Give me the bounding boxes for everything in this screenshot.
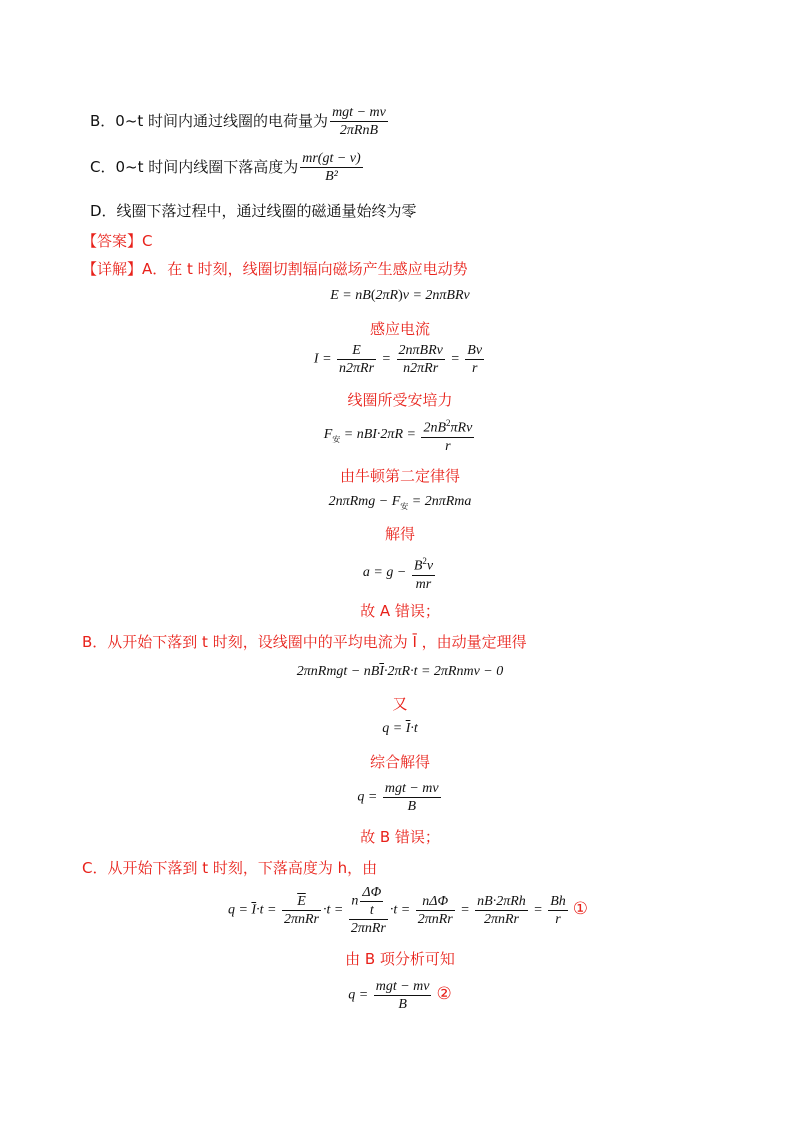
detail-b-intro: B．从开始下落到 t 时刻，设线圈中的平均电流为 Ī ，由动量定理得 bbox=[82, 633, 527, 651]
caption-also: 又 bbox=[392, 695, 408, 713]
equation-charge-repeat: q = $\frac{\text{mgt − mv}}{B}$ ② bbox=[348, 979, 452, 1012]
answer-label: 【答案】C bbox=[82, 232, 153, 250]
option-c-text: C．0~t 时间内线圈下落高度为 bbox=[90, 158, 299, 176]
option-b-fraction: $\frac{\text{mgt − mv}}{\text{2πRnB}}$ bbox=[332, 105, 386, 138]
option-b bbox=[90, 104, 390, 139]
equation-charge-result: q = $\frac{\text{mgt − mv}}{B}$ bbox=[357, 781, 439, 814]
b-conclusion: 故 B 错误； bbox=[360, 828, 440, 846]
equation-mark-1: ① bbox=[572, 898, 589, 919]
detail-a-intro: 【详解】A．在 t 时刻，线圈切割辐向磁场产生感应电动势 bbox=[82, 260, 468, 278]
detail-c-intro: C．从开始下落到 t 时刻，下落高度为 h，由 bbox=[82, 859, 378, 877]
caption-newton: 由牛顿第二定律得 bbox=[339, 467, 460, 485]
equation-momentum: 2πnRmgt − $nB\overline{I}\cdot 2\pi R\cdot t$ = 2πRnmv − 0 bbox=[296, 664, 504, 679]
equation-mark-2: ② bbox=[436, 983, 452, 1004]
equation-charge-height: $q = \overline{I}\cdot t$ = $\frac{\overline{E}}{\text{2πnRr}}$ ·t = n $\frac{\Delta\Phi}{t}$ 2πnRr ·t = $\frac{\text{nΔΦ}}{\text{2πnRr}}$ = $\frac{\text{nB·2πRh}}{\text{2πnRr}}$ = $\frac{Bh}{r}$ ① bbox=[228, 885, 589, 936]
caption-from-b: 由 B 项分析可知 bbox=[345, 950, 455, 968]
option-c-fraction: $\frac{mr(gt - v)}{\text{B²}}$ bbox=[302, 151, 361, 184]
equation-current: I = $\frac{E}{\text{n2πRr}}$ = $\frac{\text{2nπBRv}}{\text{n2πRr}}$ = $\frac{Bv}{r}$ bbox=[313, 343, 483, 376]
option-b-text: B．0~t 时间内通过线圈的电荷量为 bbox=[90, 112, 329, 130]
caption-current: 感应电流 bbox=[369, 320, 430, 338]
equation-newton: $2n\pi Rmg - F_安 = 2n\pi Rma$ bbox=[328, 494, 472, 511]
caption-solve: 解得 bbox=[384, 525, 415, 543]
option-c bbox=[90, 150, 365, 185]
option-d: D．线圈下落过程中，通过线圈的磁通量始终为零 bbox=[90, 202, 417, 220]
equation-charge: $q = \overline{I}\cdot t$ bbox=[382, 721, 418, 736]
equation-ampere-force: $F_安 = nBI\cdot 2\pi R$ = $\frac{2nB^2\pi Rv}{r}$ bbox=[0, 415, 800, 455]
caption-ampere-force: 线圈所受安培力 bbox=[347, 391, 453, 409]
equation-acceleration: a = g − $\frac{B^2v}{mr}$ bbox=[0, 553, 800, 593]
caption-combine: 综合解得 bbox=[369, 753, 430, 771]
equation-emf: E = nB(2πR)v = 2nπBRv bbox=[330, 288, 470, 303]
a-conclusion: 故 A 错误； bbox=[360, 602, 440, 620]
